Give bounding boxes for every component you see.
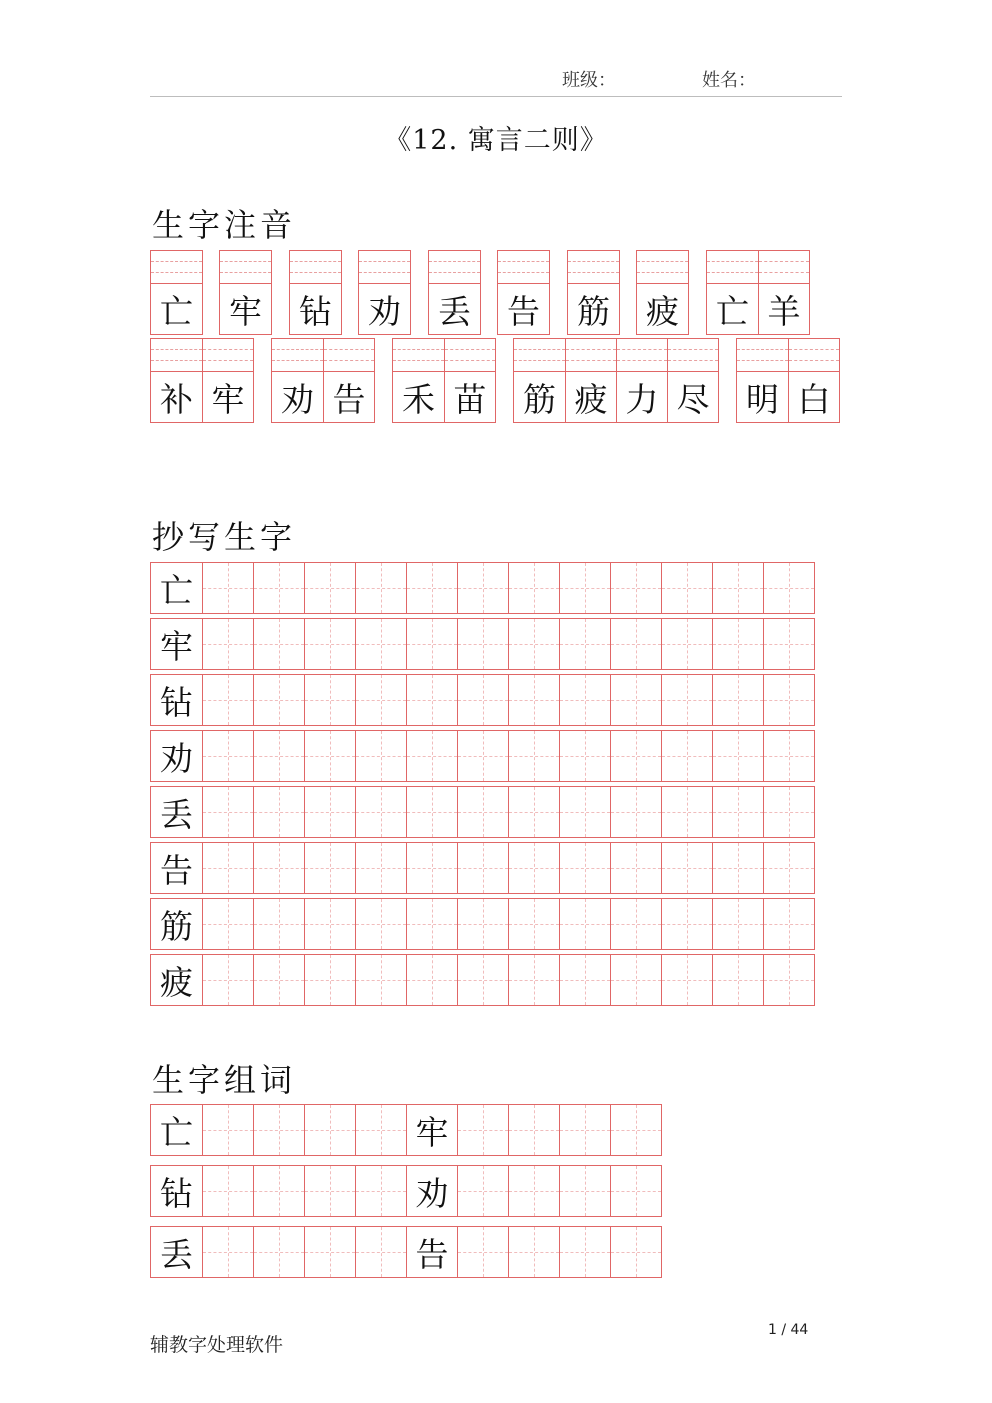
header-name-label: 姓名：	[702, 70, 756, 91]
writing-cell	[151, 787, 202, 837]
writing-cell[interactable]	[355, 1105, 406, 1155]
writing-cell[interactable]	[508, 1166, 559, 1216]
pinyin-writing-zone[interactable]	[359, 251, 410, 284]
writing-cell	[151, 1105, 202, 1155]
writing-cell[interactable]	[355, 619, 406, 669]
page-title: 《12. 寓言二则》	[384, 125, 608, 156]
writing-cell[interactable]	[304, 563, 355, 613]
writing-cell[interactable]	[253, 843, 304, 893]
writing-cell[interactable]	[559, 619, 610, 669]
pinyin-cell	[151, 251, 202, 334]
writing-cell[interactable]	[406, 955, 457, 1005]
writing-cell[interactable]	[304, 1105, 355, 1155]
pinyin-character	[514, 372, 565, 422]
pinyin-card	[358, 250, 411, 335]
character-text: 亡	[716, 291, 749, 331]
writing-cell[interactable]	[763, 563, 814, 613]
writing-cell[interactable]	[457, 619, 508, 669]
character-text: 羊	[767, 291, 801, 331]
writing-cell[interactable]	[457, 1105, 508, 1155]
writing-cell[interactable]	[355, 955, 406, 1005]
character-text: 告	[332, 379, 366, 419]
writing-cell[interactable]	[508, 1105, 559, 1155]
pinyin-character	[789, 372, 839, 422]
writing-cell[interactable]	[253, 787, 304, 837]
pinyin-cell	[758, 251, 809, 334]
writing-cell[interactable]	[559, 787, 610, 837]
copy-row	[150, 954, 815, 1006]
writing-cell[interactable]	[610, 1227, 661, 1277]
pinyin-cell	[323, 339, 374, 422]
writing-cell[interactable]	[202, 731, 253, 781]
writing-cell[interactable]	[304, 1166, 355, 1216]
writing-cell[interactable]	[508, 619, 559, 669]
header-divider	[150, 96, 842, 97]
character-text: 苗	[453, 379, 487, 419]
pinyin-writing-zone[interactable]	[707, 251, 758, 284]
character-text: 疲	[574, 379, 608, 419]
pinyin-writing-zone[interactable]	[737, 339, 788, 372]
writing-cell[interactable]	[202, 899, 253, 949]
writing-cell[interactable]	[202, 619, 253, 669]
pinyin-card	[513, 338, 719, 423]
pinyin-character	[445, 372, 495, 422]
writing-cell	[406, 1227, 457, 1277]
pinyin-character	[617, 372, 667, 422]
writing-cell	[151, 675, 202, 725]
writing-cell[interactable]	[355, 843, 406, 893]
pinyin-writing-zone[interactable]	[759, 251, 809, 284]
pinyin-writing-zone[interactable]	[272, 339, 323, 372]
pinyin-cell	[707, 251, 758, 334]
writing-cell[interactable]	[712, 843, 763, 893]
pinyin-card	[567, 250, 620, 335]
character-text: 亡	[160, 291, 193, 331]
pinyin-character	[498, 284, 549, 334]
writing-cell[interactable]	[406, 563, 457, 613]
model-character: 亡	[160, 570, 193, 610]
writing-cell[interactable]	[508, 731, 559, 781]
writing-cell[interactable]	[202, 1227, 253, 1277]
model-character: 丢	[160, 794, 193, 834]
writing-cell[interactable]	[610, 619, 661, 669]
writing-cell	[406, 1105, 457, 1155]
pinyin-card	[706, 250, 810, 335]
pinyin-writing-zone[interactable]	[668, 339, 718, 372]
copy-row	[150, 842, 815, 894]
writing-cell[interactable]	[355, 899, 406, 949]
pinyin-cell	[151, 339, 202, 422]
writing-cell[interactable]	[712, 619, 763, 669]
word-row	[150, 1165, 662, 1217]
pinyin-writing-zone[interactable]	[637, 251, 688, 284]
writing-cell[interactable]	[763, 899, 814, 949]
writing-cell[interactable]	[661, 675, 712, 725]
pinyin-cell	[444, 339, 495, 422]
pinyin-character	[220, 284, 271, 334]
pinyin-writing-zone[interactable]	[393, 339, 444, 372]
pinyin-card	[289, 250, 342, 335]
writing-cell[interactable]	[661, 899, 712, 949]
writing-cell[interactable]	[253, 731, 304, 781]
writing-cell[interactable]	[355, 1166, 406, 1216]
pinyin-character	[151, 284, 202, 334]
model-character: 告	[160, 850, 193, 890]
writing-cell[interactable]	[304, 1227, 355, 1277]
writing-cell[interactable]	[712, 955, 763, 1005]
character-text: 丢	[438, 291, 471, 331]
writing-cell	[151, 1166, 202, 1216]
writing-cell[interactable]	[304, 619, 355, 669]
writing-cell[interactable]	[559, 1227, 610, 1277]
pinyin-cell	[737, 339, 788, 422]
section-title-words: 生字组词	[152, 1061, 297, 1099]
pinyin-character	[272, 372, 323, 422]
pinyin-character	[759, 284, 809, 334]
writing-cell[interactable]	[304, 675, 355, 725]
pinyin-character	[568, 284, 619, 334]
character-text: 补	[160, 379, 193, 419]
character-text: 筋	[523, 379, 556, 419]
writing-cell[interactable]	[508, 1227, 559, 1277]
character-text: 明	[746, 379, 779, 419]
writing-cell[interactable]	[406, 675, 457, 725]
pinyin-writing-zone[interactable]	[290, 251, 341, 284]
pinyin-writing-zone[interactable]	[429, 251, 480, 284]
pinyin-writing-zone[interactable]	[324, 339, 374, 372]
writing-cell[interactable]	[559, 899, 610, 949]
writing-cell[interactable]	[253, 899, 304, 949]
pinyin-cell	[667, 339, 718, 422]
writing-cell	[406, 1166, 457, 1216]
writing-cell[interactable]	[763, 619, 814, 669]
writing-cell[interactable]	[610, 563, 661, 613]
character-text: 尽	[676, 379, 710, 419]
pinyin-character	[393, 372, 444, 422]
pinyin-cell	[359, 251, 410, 334]
section-title-copy: 抄写生字	[152, 518, 297, 556]
pinyin-character	[668, 372, 718, 422]
pinyin-card	[636, 250, 689, 335]
writing-cell[interactable]	[202, 843, 253, 893]
writing-cell[interactable]	[457, 899, 508, 949]
writing-cell[interactable]	[457, 1227, 508, 1277]
pinyin-card	[271, 338, 375, 423]
footer-page-number: 1 / 44	[768, 1322, 809, 1338]
pinyin-character	[707, 284, 758, 334]
model-character: 丢	[160, 1234, 193, 1274]
pinyin-cell	[272, 339, 323, 422]
header-class-label: 班级：	[562, 70, 616, 91]
writing-cell[interactable]	[304, 899, 355, 949]
writing-cell[interactable]	[406, 787, 457, 837]
pinyin-writing-zone[interactable]	[789, 339, 839, 372]
writing-cell[interactable]	[253, 619, 304, 669]
writing-cell[interactable]	[355, 1227, 406, 1277]
writing-cell[interactable]	[202, 787, 253, 837]
model-character: 劝	[415, 1173, 449, 1213]
character-text: 筋	[577, 291, 610, 331]
pinyin-cell	[616, 339, 667, 422]
writing-cell[interactable]	[661, 787, 712, 837]
pinyin-character	[203, 372, 253, 422]
writing-cell[interactable]	[559, 843, 610, 893]
writing-cell[interactable]	[610, 1166, 661, 1216]
footer-software-name: 辅教字处理软件	[150, 1334, 284, 1356]
writing-cell[interactable]	[457, 787, 508, 837]
pinyin-cell	[393, 339, 444, 422]
writing-cell[interactable]	[508, 563, 559, 613]
writing-cell[interactable]	[304, 731, 355, 781]
writing-cell[interactable]	[610, 787, 661, 837]
writing-cell[interactable]	[202, 563, 253, 613]
writing-cell[interactable]	[712, 899, 763, 949]
pinyin-cell	[220, 251, 271, 334]
writing-cell[interactable]	[559, 955, 610, 1005]
copy-row	[150, 730, 815, 782]
model-character: 告	[415, 1234, 449, 1274]
writing-cell[interactable]	[406, 899, 457, 949]
pinyin-cell	[788, 339, 839, 422]
model-character: 亡	[160, 1112, 193, 1152]
pinyin-character	[324, 372, 374, 422]
writing-cell[interactable]	[712, 675, 763, 725]
writing-cell[interactable]	[253, 1105, 304, 1155]
pinyin-card	[428, 250, 481, 335]
writing-cell	[151, 843, 202, 893]
writing-cell	[151, 1227, 202, 1277]
pinyin-cell	[568, 251, 619, 334]
writing-cell[interactable]	[457, 563, 508, 613]
writing-cell[interactable]	[304, 787, 355, 837]
writing-cell[interactable]	[253, 675, 304, 725]
pinyin-cell	[514, 339, 565, 422]
pinyin-cell	[429, 251, 480, 334]
writing-cell[interactable]	[304, 955, 355, 1005]
writing-cell[interactable]	[253, 563, 304, 613]
pinyin-writing-zone[interactable]	[514, 339, 565, 372]
pinyin-writing-zone[interactable]	[203, 339, 253, 372]
pinyin-cell	[290, 251, 341, 334]
pinyin-writing-zone[interactable]	[220, 251, 271, 284]
pinyin-cell	[498, 251, 549, 334]
writing-cell[interactable]	[457, 955, 508, 1005]
writing-cell[interactable]	[559, 563, 610, 613]
writing-cell[interactable]	[559, 675, 610, 725]
writing-cell[interactable]	[457, 1166, 508, 1216]
character-text: 白	[797, 379, 831, 419]
pinyin-cell	[202, 339, 253, 422]
writing-cell[interactable]	[610, 731, 661, 781]
writing-cell[interactable]	[610, 1105, 661, 1155]
writing-cell[interactable]	[202, 1105, 253, 1155]
writing-cell[interactable]	[457, 843, 508, 893]
pinyin-cell	[565, 339, 616, 422]
pinyin-writing-zone[interactable]	[566, 339, 616, 372]
pinyin-cell	[637, 251, 688, 334]
writing-cell[interactable]	[508, 955, 559, 1005]
word-row	[150, 1226, 662, 1278]
writing-cell[interactable]	[406, 619, 457, 669]
pinyin-writing-zone[interactable]	[151, 339, 202, 372]
writing-cell[interactable]	[763, 955, 814, 1005]
pinyin-character	[429, 284, 480, 334]
writing-cell	[151, 619, 202, 669]
pinyin-writing-zone[interactable]	[151, 251, 202, 284]
writing-cell[interactable]	[508, 787, 559, 837]
character-text: 疲	[646, 291, 679, 331]
writing-cell[interactable]	[559, 1166, 610, 1216]
writing-cell[interactable]	[202, 675, 253, 725]
character-text: 牢	[229, 291, 262, 331]
pinyin-character	[151, 372, 202, 422]
writing-cell[interactable]	[253, 1227, 304, 1277]
writing-cell[interactable]	[661, 731, 712, 781]
writing-cell[interactable]	[202, 1166, 253, 1216]
writing-cell[interactable]	[253, 955, 304, 1005]
writing-cell[interactable]	[202, 955, 253, 1005]
writing-cell[interactable]	[406, 731, 457, 781]
character-text: 劝	[368, 291, 401, 331]
model-character: 钻	[160, 682, 193, 722]
writing-cell[interactable]	[661, 843, 712, 893]
section-title-pinyin: 生字注音	[152, 206, 297, 244]
pinyin-writing-zone[interactable]	[445, 339, 495, 372]
writing-cell[interactable]	[712, 563, 763, 613]
pinyin-character	[637, 284, 688, 334]
model-character: 牢	[415, 1112, 449, 1152]
pinyin-card	[736, 338, 840, 423]
pinyin-writing-zone[interactable]	[568, 251, 619, 284]
writing-cell	[151, 955, 202, 1005]
character-text: 告	[507, 291, 540, 331]
writing-cell[interactable]	[406, 843, 457, 893]
character-text: 劝	[281, 379, 314, 419]
copy-row	[150, 618, 815, 670]
writing-cell[interactable]	[304, 843, 355, 893]
writing-cell[interactable]	[610, 843, 661, 893]
pinyin-writing-zone[interactable]	[617, 339, 667, 372]
character-text: 牢	[211, 379, 245, 419]
writing-cell[interactable]	[559, 731, 610, 781]
pinyin-card	[219, 250, 272, 335]
model-character: 筋	[160, 906, 193, 946]
writing-cell[interactable]	[661, 619, 712, 669]
writing-cell	[151, 731, 202, 781]
writing-cell[interactable]	[355, 563, 406, 613]
writing-cell[interactable]	[610, 899, 661, 949]
writing-cell[interactable]	[661, 563, 712, 613]
writing-cell	[151, 563, 202, 613]
writing-cell[interactable]	[712, 731, 763, 781]
writing-cell[interactable]	[610, 675, 661, 725]
writing-cell[interactable]	[508, 899, 559, 949]
model-character: 劝	[160, 738, 193, 778]
writing-cell	[151, 899, 202, 949]
model-character: 疲	[160, 962, 193, 1002]
writing-cell[interactable]	[355, 731, 406, 781]
copy-row	[150, 898, 815, 950]
writing-cell[interactable]	[763, 731, 814, 781]
writing-cell[interactable]	[508, 675, 559, 725]
writing-cell[interactable]	[355, 675, 406, 725]
writing-cell[interactable]	[763, 675, 814, 725]
copy-row	[150, 562, 815, 614]
pinyin-character	[566, 372, 616, 422]
writing-cell[interactable]	[253, 1166, 304, 1216]
pinyin-writing-zone[interactable]	[498, 251, 549, 284]
pinyin-card	[150, 338, 254, 423]
pinyin-character	[359, 284, 410, 334]
model-character: 牢	[160, 626, 193, 666]
model-character: 钻	[160, 1173, 193, 1213]
writing-cell[interactable]	[559, 1105, 610, 1155]
pinyin-character	[737, 372, 788, 422]
writing-cell[interactable]	[763, 843, 814, 893]
writing-cell[interactable]	[712, 787, 763, 837]
copy-row	[150, 674, 815, 726]
pinyin-character	[290, 284, 341, 334]
character-text: 钻	[299, 291, 332, 331]
pinyin-card	[392, 338, 496, 423]
writing-cell[interactable]	[457, 675, 508, 725]
word-row	[150, 1104, 662, 1156]
writing-cell[interactable]	[610, 955, 661, 1005]
writing-cell[interactable]	[355, 787, 406, 837]
character-text: 禾	[402, 379, 435, 419]
copy-row	[150, 786, 815, 838]
writing-cell[interactable]	[661, 955, 712, 1005]
pinyin-card	[150, 250, 203, 335]
writing-cell[interactable]	[457, 731, 508, 781]
writing-cell[interactable]	[508, 843, 559, 893]
writing-cell[interactable]	[763, 787, 814, 837]
character-text: 力	[625, 379, 659, 419]
pinyin-card	[497, 250, 550, 335]
